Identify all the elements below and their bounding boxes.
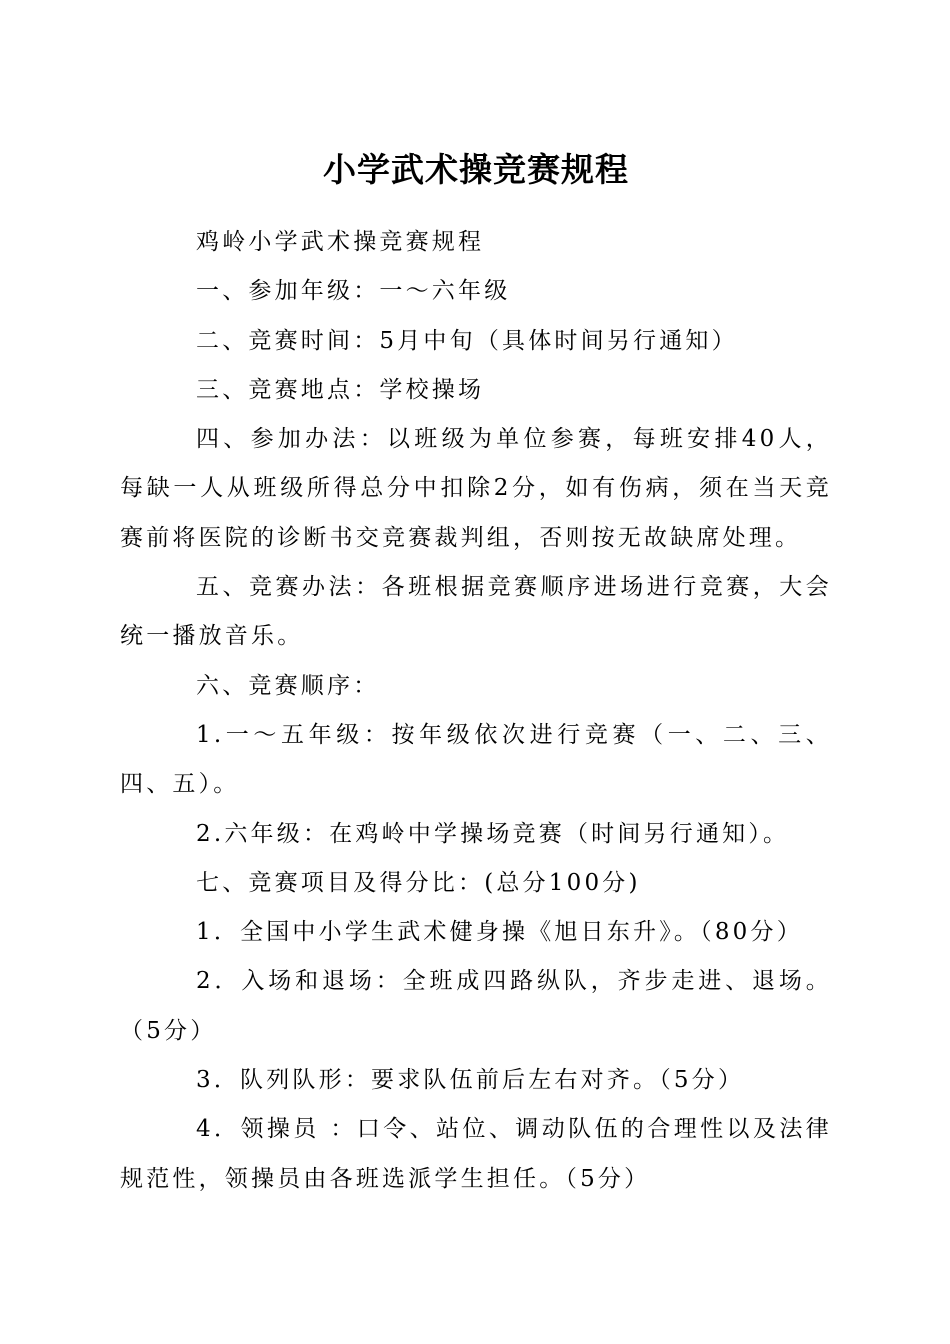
paragraph-grades: 一、参加年级：一～六年级: [196, 278, 511, 305]
paragraph-scoring-2: 2．入场和退场：全班成四路纵队，齐步走进、退场。（5分）: [120, 968, 832, 1044]
document-body: [120, 218, 832, 1204]
paragraph-location: 三、竞赛地点：学校操场: [196, 376, 485, 403]
paragraph-order-heading: 六、竞赛顺序：: [196, 672, 380, 699]
paragraph-order-1: 1.一～五年级：按年级依次进行竞赛（一、二、三、四、五）。: [120, 721, 832, 798]
paragraph-order-2: 2.六年级：在鸡岭中学操场竞赛（时间另行通知）。: [196, 820, 790, 847]
paragraph-method: 五、竞赛办法：各班根据竞赛顺序进场进行竞赛，大会统一播放音乐。: [120, 574, 832, 650]
paragraph-subtitle: 鸡岭小学武术操竞赛规程: [196, 229, 485, 255]
paragraph-scoring-3: 3．队列队形：要求队伍前后左右对齐。（5分）: [196, 1067, 745, 1094]
paragraph-participation: 四、参加办法：以班级为单位参赛，每班安排40人，每缺一人从班级所得总分中扣除2分，如有伤病，须在当天竞赛前将医院的诊断书交竞赛裁判组，否则按无故缺席处理。: [120, 426, 832, 551]
paragraph-scoring-1: 1．全国中小学生武术健身操《旭日东升》。（80分）: [196, 919, 803, 946]
document-title: 小学武术操竞赛规程: [323, 150, 629, 189]
paragraph-time: 二、竞赛时间：5月中旬（具体时间另行通知）: [196, 327, 738, 354]
paragraph-scoring-heading: 七、竞赛项目及得分比：(总分100分): [196, 869, 641, 896]
paragraph-scoring-4: 4．领操员 ：口令、站位、调动队伍的合理性以及法律规范性，领操员由各班选派学生担任。（5分）: [120, 1116, 832, 1192]
